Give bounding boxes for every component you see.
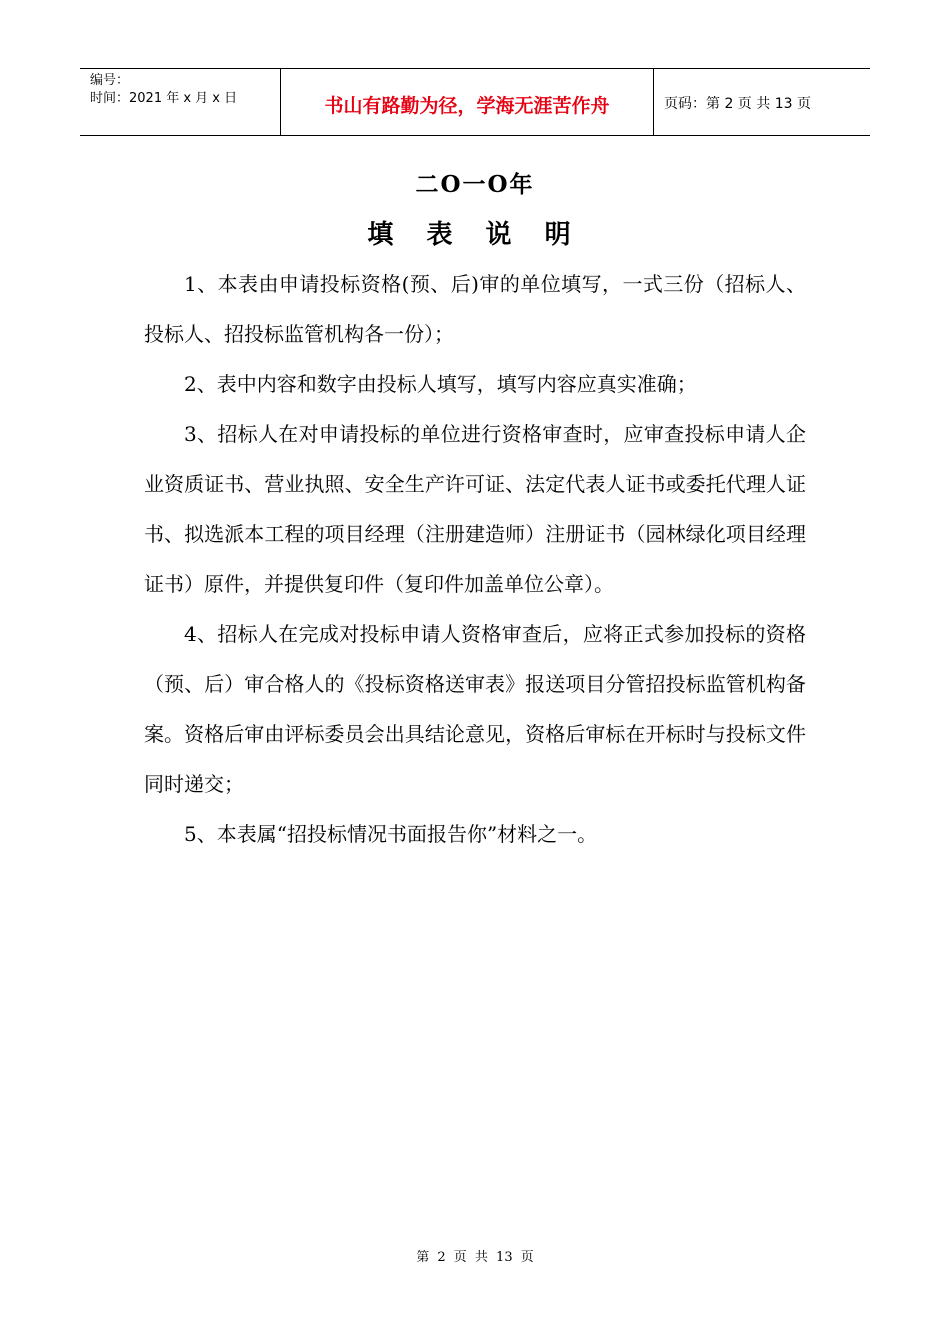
instruction-paragraph-1: 1、本表由申请投标资格(预、后)审的单位填写，一式三份（招标人、投标人、招投标监管机构各一份）； xyxy=(144,272,806,346)
instruction-paragraph-5: 5、本表属“招投标情况书面报告你”材料之一。 xyxy=(184,822,598,846)
page-footer: 第 2 页 共 13 页 xyxy=(416,1250,534,1265)
instruction-paragraph-4: 4、招标人在完成对投标申请人资格审查后，应将正式参加投标的资格（预、后）审合格人的《投标资格送审表》报送项目分管招投标监管机构备案。资格后审由评标委员会出具结论意见，资格后审标在开标时与投标文件同时递交； xyxy=(144,622,806,796)
header-page-cell xyxy=(654,69,870,135)
page-code: 页码：第 2 页 共 13 页 xyxy=(664,96,811,112)
instructions-body xyxy=(144,259,806,859)
instruction-paragraph-2: 2、表中内容和数字由投标人填写，填写内容应真实准确； xyxy=(184,372,697,396)
motto-text: 书山有路勤为径，学海无涯苦作舟 xyxy=(324,94,610,117)
year-heading: 二O一O年 xyxy=(415,171,535,198)
instruction-paragraph-3: 3、招标人在对申请投标的单位进行资格审查时，应审查投标申请人企业资质证书、营业执照、安全生产许可证、法定代表人证书或委托代理人证书、拟选派本工程的项目经理（注册建造师）注册证书（园林绿化项目经理证书）原件，并提供复印件（复印件加盖单位公章）。 xyxy=(144,422,806,596)
header-meta-cell xyxy=(80,69,281,135)
time-label: 时间：2021 年 x 月 x 日 xyxy=(90,91,238,106)
page-header xyxy=(80,68,870,136)
header-motto-cell xyxy=(281,69,654,135)
number-label: 编号： xyxy=(90,73,130,88)
page-title: 填 表 说 明 xyxy=(367,220,583,250)
